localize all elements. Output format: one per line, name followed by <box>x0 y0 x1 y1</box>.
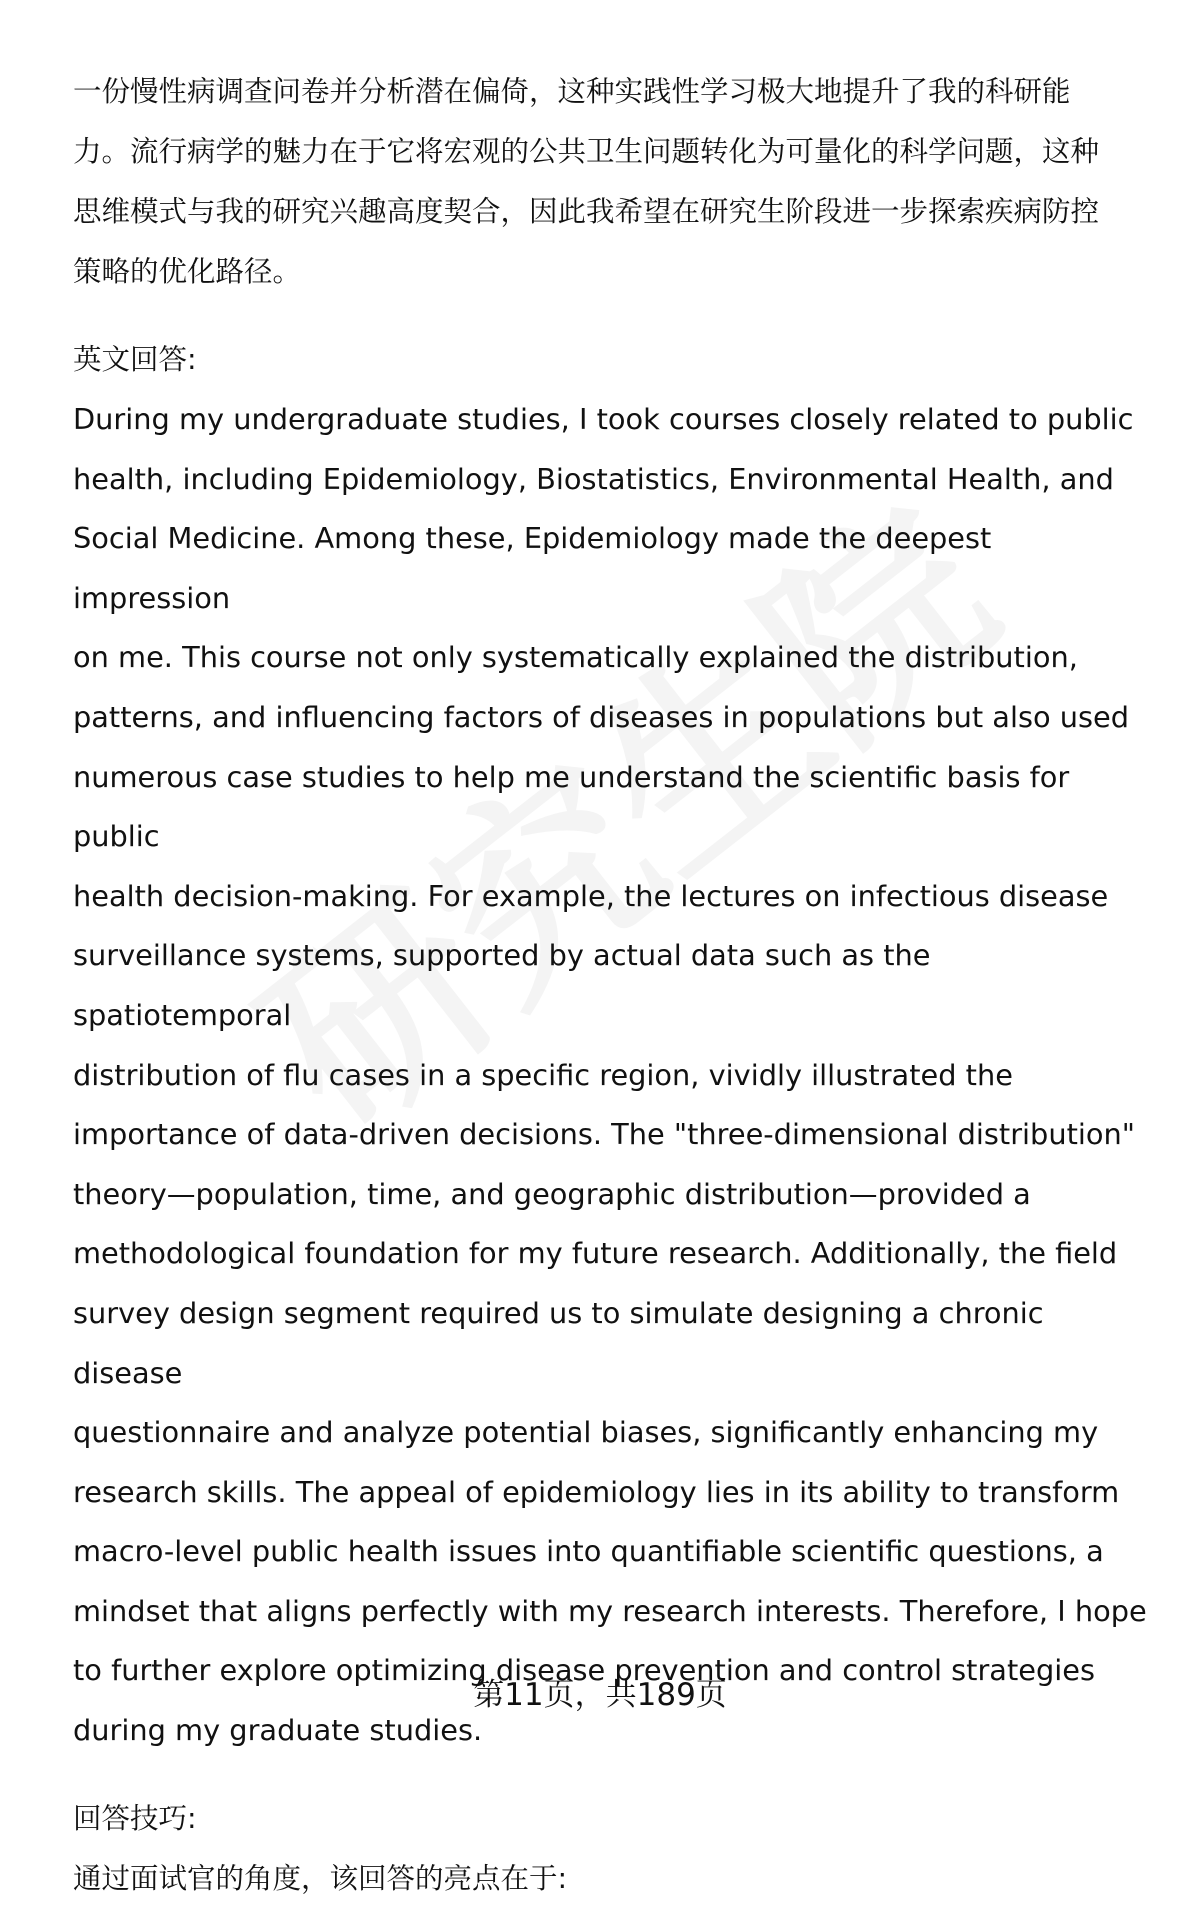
tips-intro: 通过面试官的角度，该回答的亮点在于: <box>73 1861 568 1895</box>
english-line-19: during my graduate studies. <box>73 1713 483 1748</box>
english-line-5: patterns, and influencing factors of diseases in populations but also used <box>73 699 1129 734</box>
english-line-10: importance of data-driven decisions. The "three-dimensional distribution" <box>73 1117 1135 1152</box>
intro-chinese-paragraph <box>73 62 1153 302</box>
english-line-2: health, including Epidemiology, Biostatistics, Environmental Health, and <box>73 461 1114 496</box>
english-line-18: to further explore optimizing disease prevention and control strategies <box>73 1653 1095 1688</box>
section-gap <box>73 1761 1153 1789</box>
english-line-7: health decision-making. For example, the lectures on infectious disease <box>73 878 1109 913</box>
document-page <box>73 62 1153 1909</box>
english-line-13: survey design segment required us to simulate designing a chronic disease <box>73 1295 1044 1390</box>
page-number-footer: 第11页，共189页 <box>473 1677 727 1713</box>
english-line-15: research skills. The appeal of epidemiology lies in its ability to transform <box>73 1474 1120 1509</box>
intro-line-3: 思维模式与我的研究兴趣高度契合，因此我希望在研究生阶段进一步探索疾病防控 <box>73 195 1100 228</box>
tips-heading: 回答技巧: <box>73 1801 197 1835</box>
english-line-14: questionnaire and analyze potential biases, significantly enhancing my <box>73 1415 1099 1450</box>
english-line-3: Social Medicine. Among these, Epidemiology made the deepest impression <box>73 521 992 615</box>
intro-line-1: 一份慢性病调查问卷并分析潜在偏倚，这种实践性学习极大地提升了我的科研能 <box>73 75 1071 108</box>
intro-line-4: 策略的优化路径。 <box>73 255 302 288</box>
section-gap <box>73 302 1153 330</box>
english-line-4: on me. This course not only systematically explained the distribution, <box>73 640 1078 675</box>
english-line-16: macro-level public health issues into quantifiable scientific questions, a <box>73 1534 1104 1569</box>
intro-line-2: 力。流行病学的魅力在于它将宏观的公共卫生问题转化为可量化的科学问题，这种 <box>73 135 1100 168</box>
english-line-1: During my undergraduate studies, I took courses closely related to public <box>73 402 1134 436</box>
english-line-11: theory—population, time, and geographic distribution—provided a <box>73 1176 1031 1211</box>
english-line-9: distribution of flu cases in a specific region, vividly illustrated the <box>73 1057 1013 1092</box>
english-line-8: surveillance systems, supported by actual data such as the spatiotemporal <box>73 938 931 1032</box>
english-line-12: methodological foundation for my future research. Additionally, the field <box>73 1236 1118 1271</box>
english-line-17: mindset that aligns perfectly with my research interests. Therefore, I hope <box>73 1593 1147 1628</box>
english-line-6: numerous case studies to help me understand the scientific basis for public <box>73 759 1070 854</box>
english-answer-paragraph <box>73 390 1153 1761</box>
english-answer-heading: 英文回答: <box>73 343 197 376</box>
